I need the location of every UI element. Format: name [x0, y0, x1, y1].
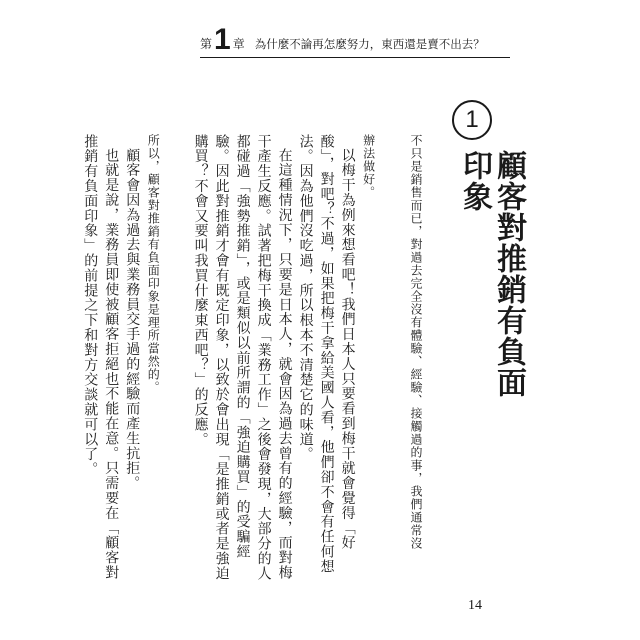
section-title: 顧客對推銷有負面印象	[457, 150, 526, 398]
chapter-suffix: 章	[232, 37, 245, 51]
chapter-title: 為什麼不論再怎麼努力，東西還是賣不出去？	[254, 37, 485, 51]
body-paragraph-quote-3: 所以，顧客對推銷有負面印象是理所當然的。	[146, 134, 161, 394]
header-divider	[200, 57, 510, 58]
chapter-prefix: 第	[200, 37, 213, 51]
body-paragraph-resistance: 顧客會因為過去與業務員交手過的經驗而產生抗拒。	[124, 148, 141, 491]
page-number: 14	[468, 598, 482, 613]
chapter-header	[200, 23, 500, 57]
chapter-number: 1	[214, 23, 231, 56]
body-paragraph-reaction: 在這種情況下，只要是日本人，就會因為過去曾有的經驗，而對梅干產生反應。試著把梅干換成「業務工作」之後會發現，大部分的人都碰過「強勢推銷」，或是類似以前所謂的「強迫購買」的受騙經驗。因此對推銷才會有既定印象，以致於會出現「是推銷或者是強迫購買？不會又要叫我買什麼東西吧？」的反應。	[192, 134, 293, 581]
body-paragraph-conclusion: 也就是說，業務員即使被顧客拒絕也不能在意。只需要在「顧客對推銷有負面印象」的前提之下和對方交談就可以了。	[82, 134, 120, 581]
body-paragraph-umeboshi: 以梅干為例來想看吧！我們日本人只要看到梅干就會覺得「好酸」，對吧？不過，如果把梅干拿給美國人看，他們卻不會有任何想法。因為他們沒吃過，所以根本不清楚它的味道。	[297, 134, 356, 574]
body-paragraph-quote-2: 辦法做好。	[361, 134, 376, 199]
body-text	[82, 134, 432, 582]
section-number-badge: 1	[452, 100, 492, 140]
body-paragraph-quote-1: 不只是銷售而已，對過去完全沒有體驗、經驗、接觸過的事，我們通常沒	[409, 134, 423, 550]
